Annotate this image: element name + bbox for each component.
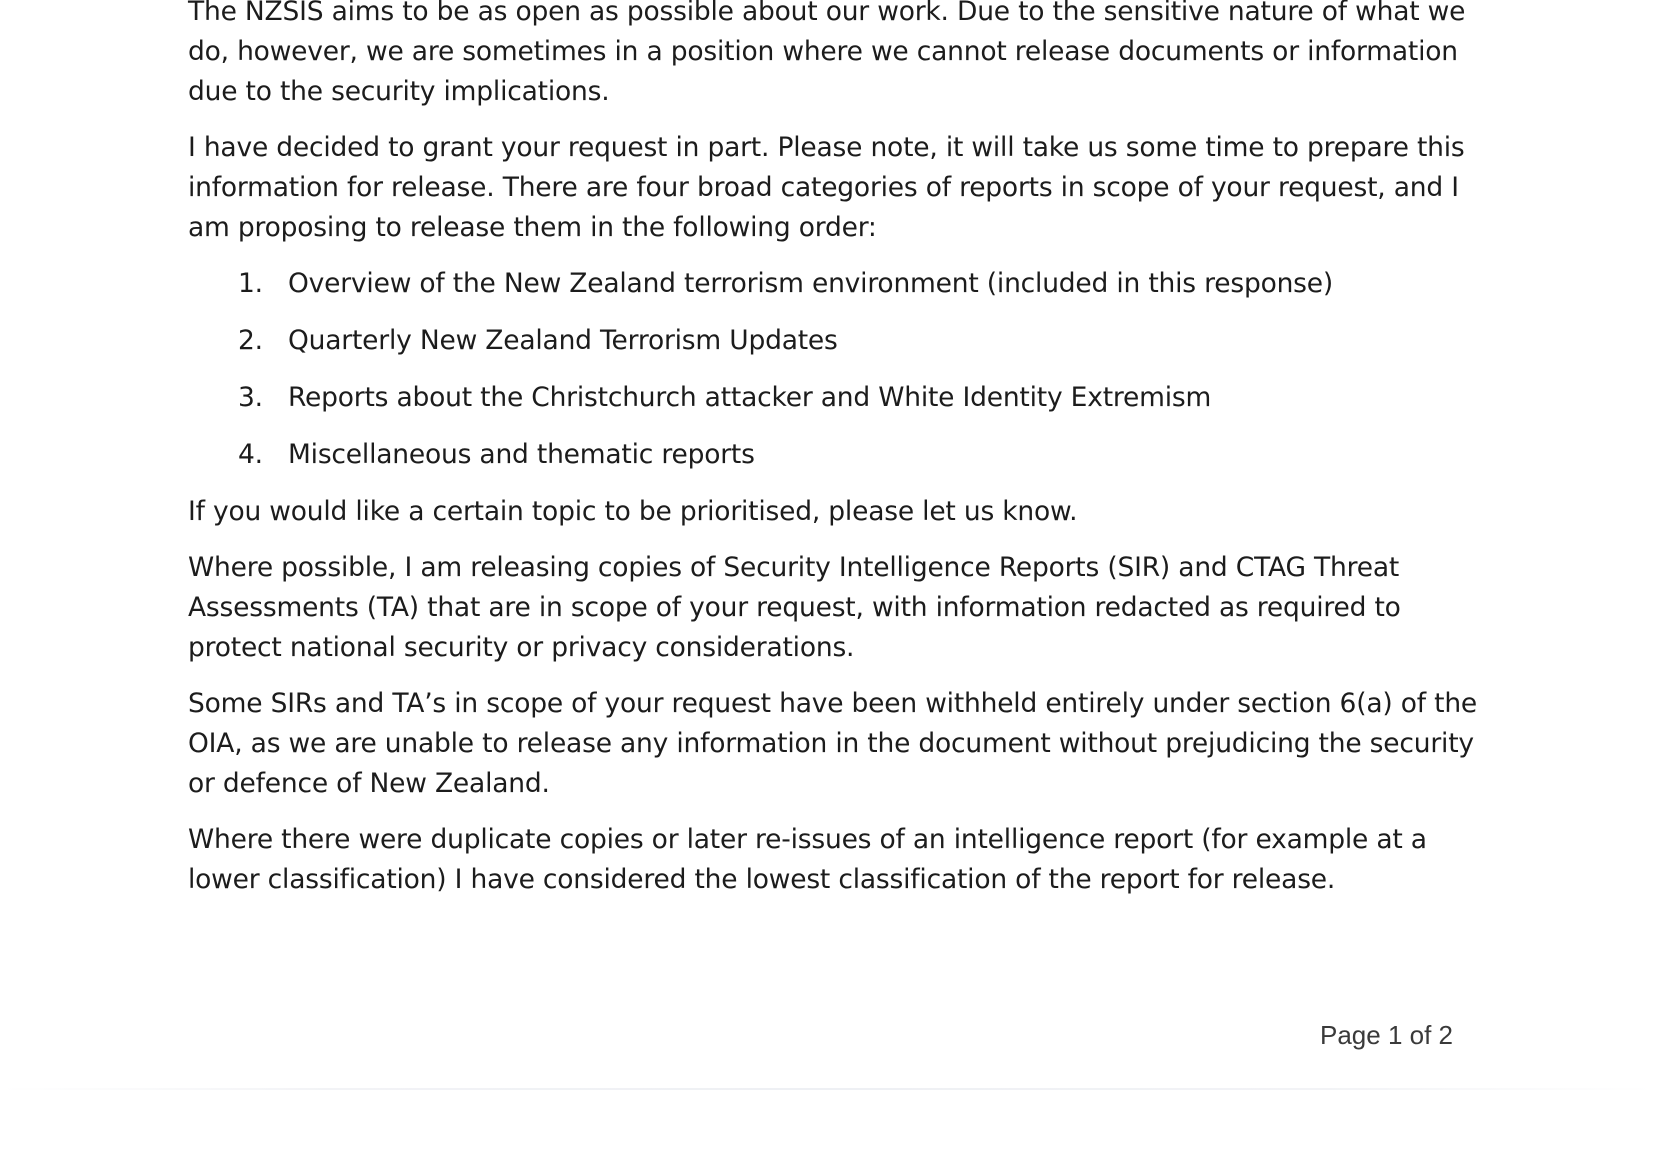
paragraph-duplicates: Where there were duplicate copies or later re-issues of an intelligence report (for example at a lower classification) I have considered the lowest classification of the report for release. [188,824,1427,895]
paragraph-openness: The NZSIS aims to be as open as possible about our work. Due to the sensitive nature of what we do, however, we are sometimes in a position where we cannot release documents or information due to the security implications. [188,0,1466,107]
list-item-text: Miscellaneous and thematic reports [288,439,755,470]
list-item [188,321,1478,361]
list-item [188,378,1478,418]
list-item-text: Reports about the Christchurch attacker and White Identity Extremism [288,382,1212,413]
page-number: Page 1 of 2 [1320,1020,1453,1050]
list-item-number: 3. [238,382,263,413]
list-item-text: Overview of the New Zealand terrorism environment (included in this response) [288,268,1334,299]
letter-body [188,0,1478,916]
paragraph-withheld: Some SIRs and TA’s in scope of your request have been withheld entirely under section 6(a) of the OIA, as we are unable to release any information in the document without prejudicing the security or defence of New Zealand. [188,688,1478,799]
list-item-number: 4. [238,439,263,470]
list-item [188,264,1478,304]
paragraph-releasing-copies: Where possible, I am releasing copies of Security Intelligence Reports (SIR) and CTAG Threat Assessments (TA) that are in scope of your request, with information redacted as required to protect national security or privacy considerations. [188,552,1401,663]
list-item [188,435,1478,475]
scan-edge-divider [0,1088,1654,1090]
report-categories-list [188,264,1478,475]
list-item-text: Quarterly New Zealand Terrorism Updates [288,325,838,356]
list-item-number: 2. [238,325,263,356]
paragraph-prioritise: If you would like a certain topic to be prioritised, please let us know. [188,496,1078,527]
paragraph-grant-request: I have decided to grant your request in part. Please note, it will take us some time to prepare this information for release. There are four broad categories of reports in scope of your request, and I am proposing to release them in the following order: [188,132,1465,243]
list-item-number: 1. [238,268,263,299]
